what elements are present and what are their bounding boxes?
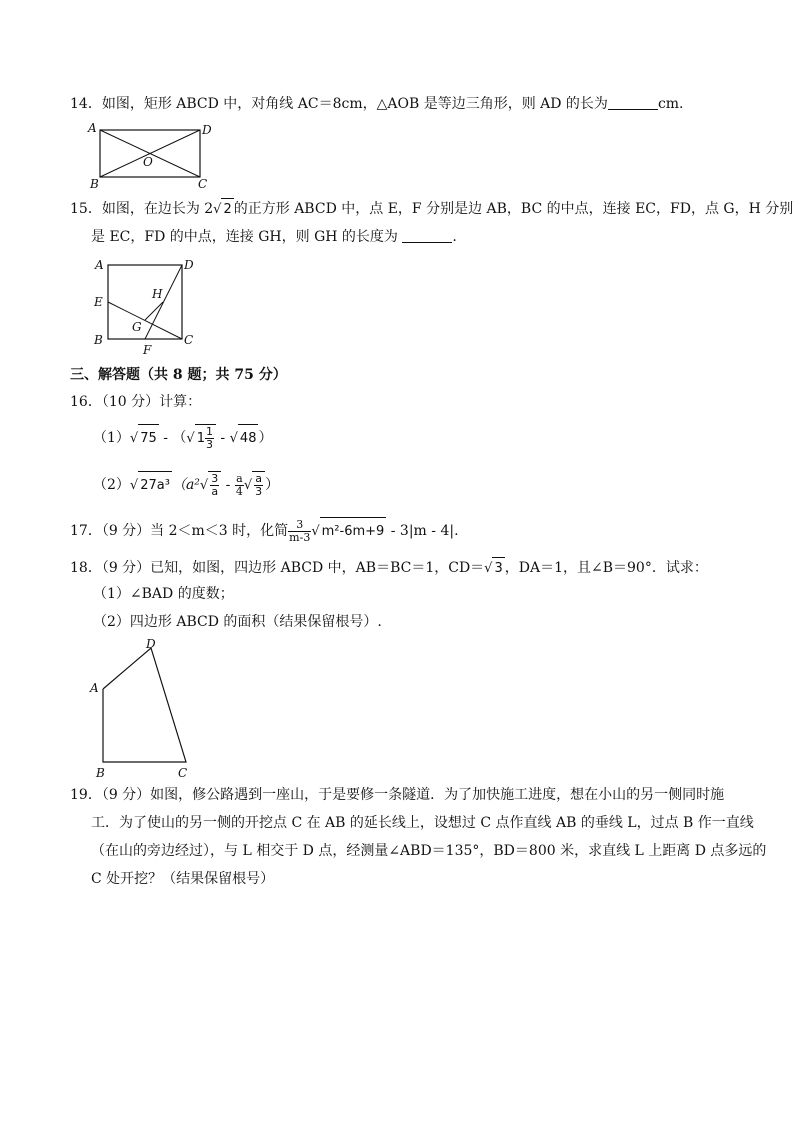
q15-answer-blank (402, 228, 452, 243)
q15-line2: 是 EC，FD 的中点，连接 GH，则 GH 的长度为 . (91, 229, 457, 245)
q16-part2: （2）√ 27a³ （a²√ $\frac{3}{a}$ - $\frac{a}{4}$ √ $\frac{a}{3}$ ） (93, 471, 280, 498)
q15-square-figure (86, 252, 206, 356)
q15-label-b: B (94, 333, 103, 347)
q15-line1: 15．如图，在边长为 2√ 2 的正方形 ABCD 中，点 E，F 分别是边 AB，BC 的中点，连接 EC，FD，点 G，H 分别 (70, 198, 793, 221)
q19-line3: （在山的旁边经过），与 L 相交于 D 点，经测量∠ABD＝135°，BD＝800 米，求直线 L 上距离 D 点多远的 (91, 843, 767, 859)
q18-quadrilateral-figure (84, 636, 204, 782)
q19-line1: 19．（9 分）如图，修公路遇到一座山，于是要修一条隧道．为了加快施工进度，想在小山的另一侧同时施 (70, 787, 725, 803)
q18-label-d: D (146, 637, 156, 651)
q16-title: 16．（10 分）计算： (70, 394, 202, 410)
q17-text: 17．（9 分）当 2＜m＜3 时，化简 $\frac{3}{m-3}$ √ m²-6m+9 - 3|m - 4|. (70, 517, 459, 546)
q14-answer-blank (608, 95, 658, 110)
q14-rectangle-figure (84, 118, 224, 194)
q18-part2: （2）四边形 ABCD 的面积（结果保留根号）. (93, 614, 382, 630)
q18-label-a: A (90, 681, 99, 695)
q15-label-g: G (132, 320, 142, 334)
q18-label-c: C (178, 766, 188, 780)
q14-text: 14．如图，矩形 ABCD 中，对角线 AC＝8cm，△AOB 是等边三角形，则 AD 的长为 cm. (70, 96, 684, 112)
q14-label-o: O (143, 155, 153, 169)
q18-text: 18．（9 分）已知，如图，四边形 ABCD 中，AB＝BC＝1，CD＝√ 3 ，DA＝1，且∠B＝90°．试求： (70, 557, 708, 580)
q19-line2: 工．为了使山的另一侧的开挖点 C 在 AB 的延长线上，设想过 C 点作直线 AB 的垂线 L，过点 B 作一直线 (91, 815, 754, 831)
q15-label-d: D (184, 258, 194, 272)
q16-part1: （1）√ 75 - （√ 1 $\frac{1}{3}$ - √ 48 ） (93, 425, 273, 451)
q14-label-b: B (90, 177, 99, 191)
q15-label-e: E (94, 295, 103, 309)
q19-line4: C 处开挖？（结果保留根号） (91, 871, 275, 887)
q15-label-a: A (95, 258, 104, 272)
section-heading: 三、解答题（共 8 题；共 75 分） (70, 367, 287, 383)
q18-label-b: B (96, 766, 105, 780)
q14-label-a: A (88, 121, 97, 135)
q18-part1: （1）∠BAD 的度数； (93, 586, 234, 602)
q14-label-d: D (202, 123, 212, 137)
q15-label-f: F (143, 343, 152, 356)
q15-label-h: H (152, 287, 163, 301)
q14-label-c: C (198, 177, 208, 191)
q15-label-c: C (184, 333, 194, 347)
